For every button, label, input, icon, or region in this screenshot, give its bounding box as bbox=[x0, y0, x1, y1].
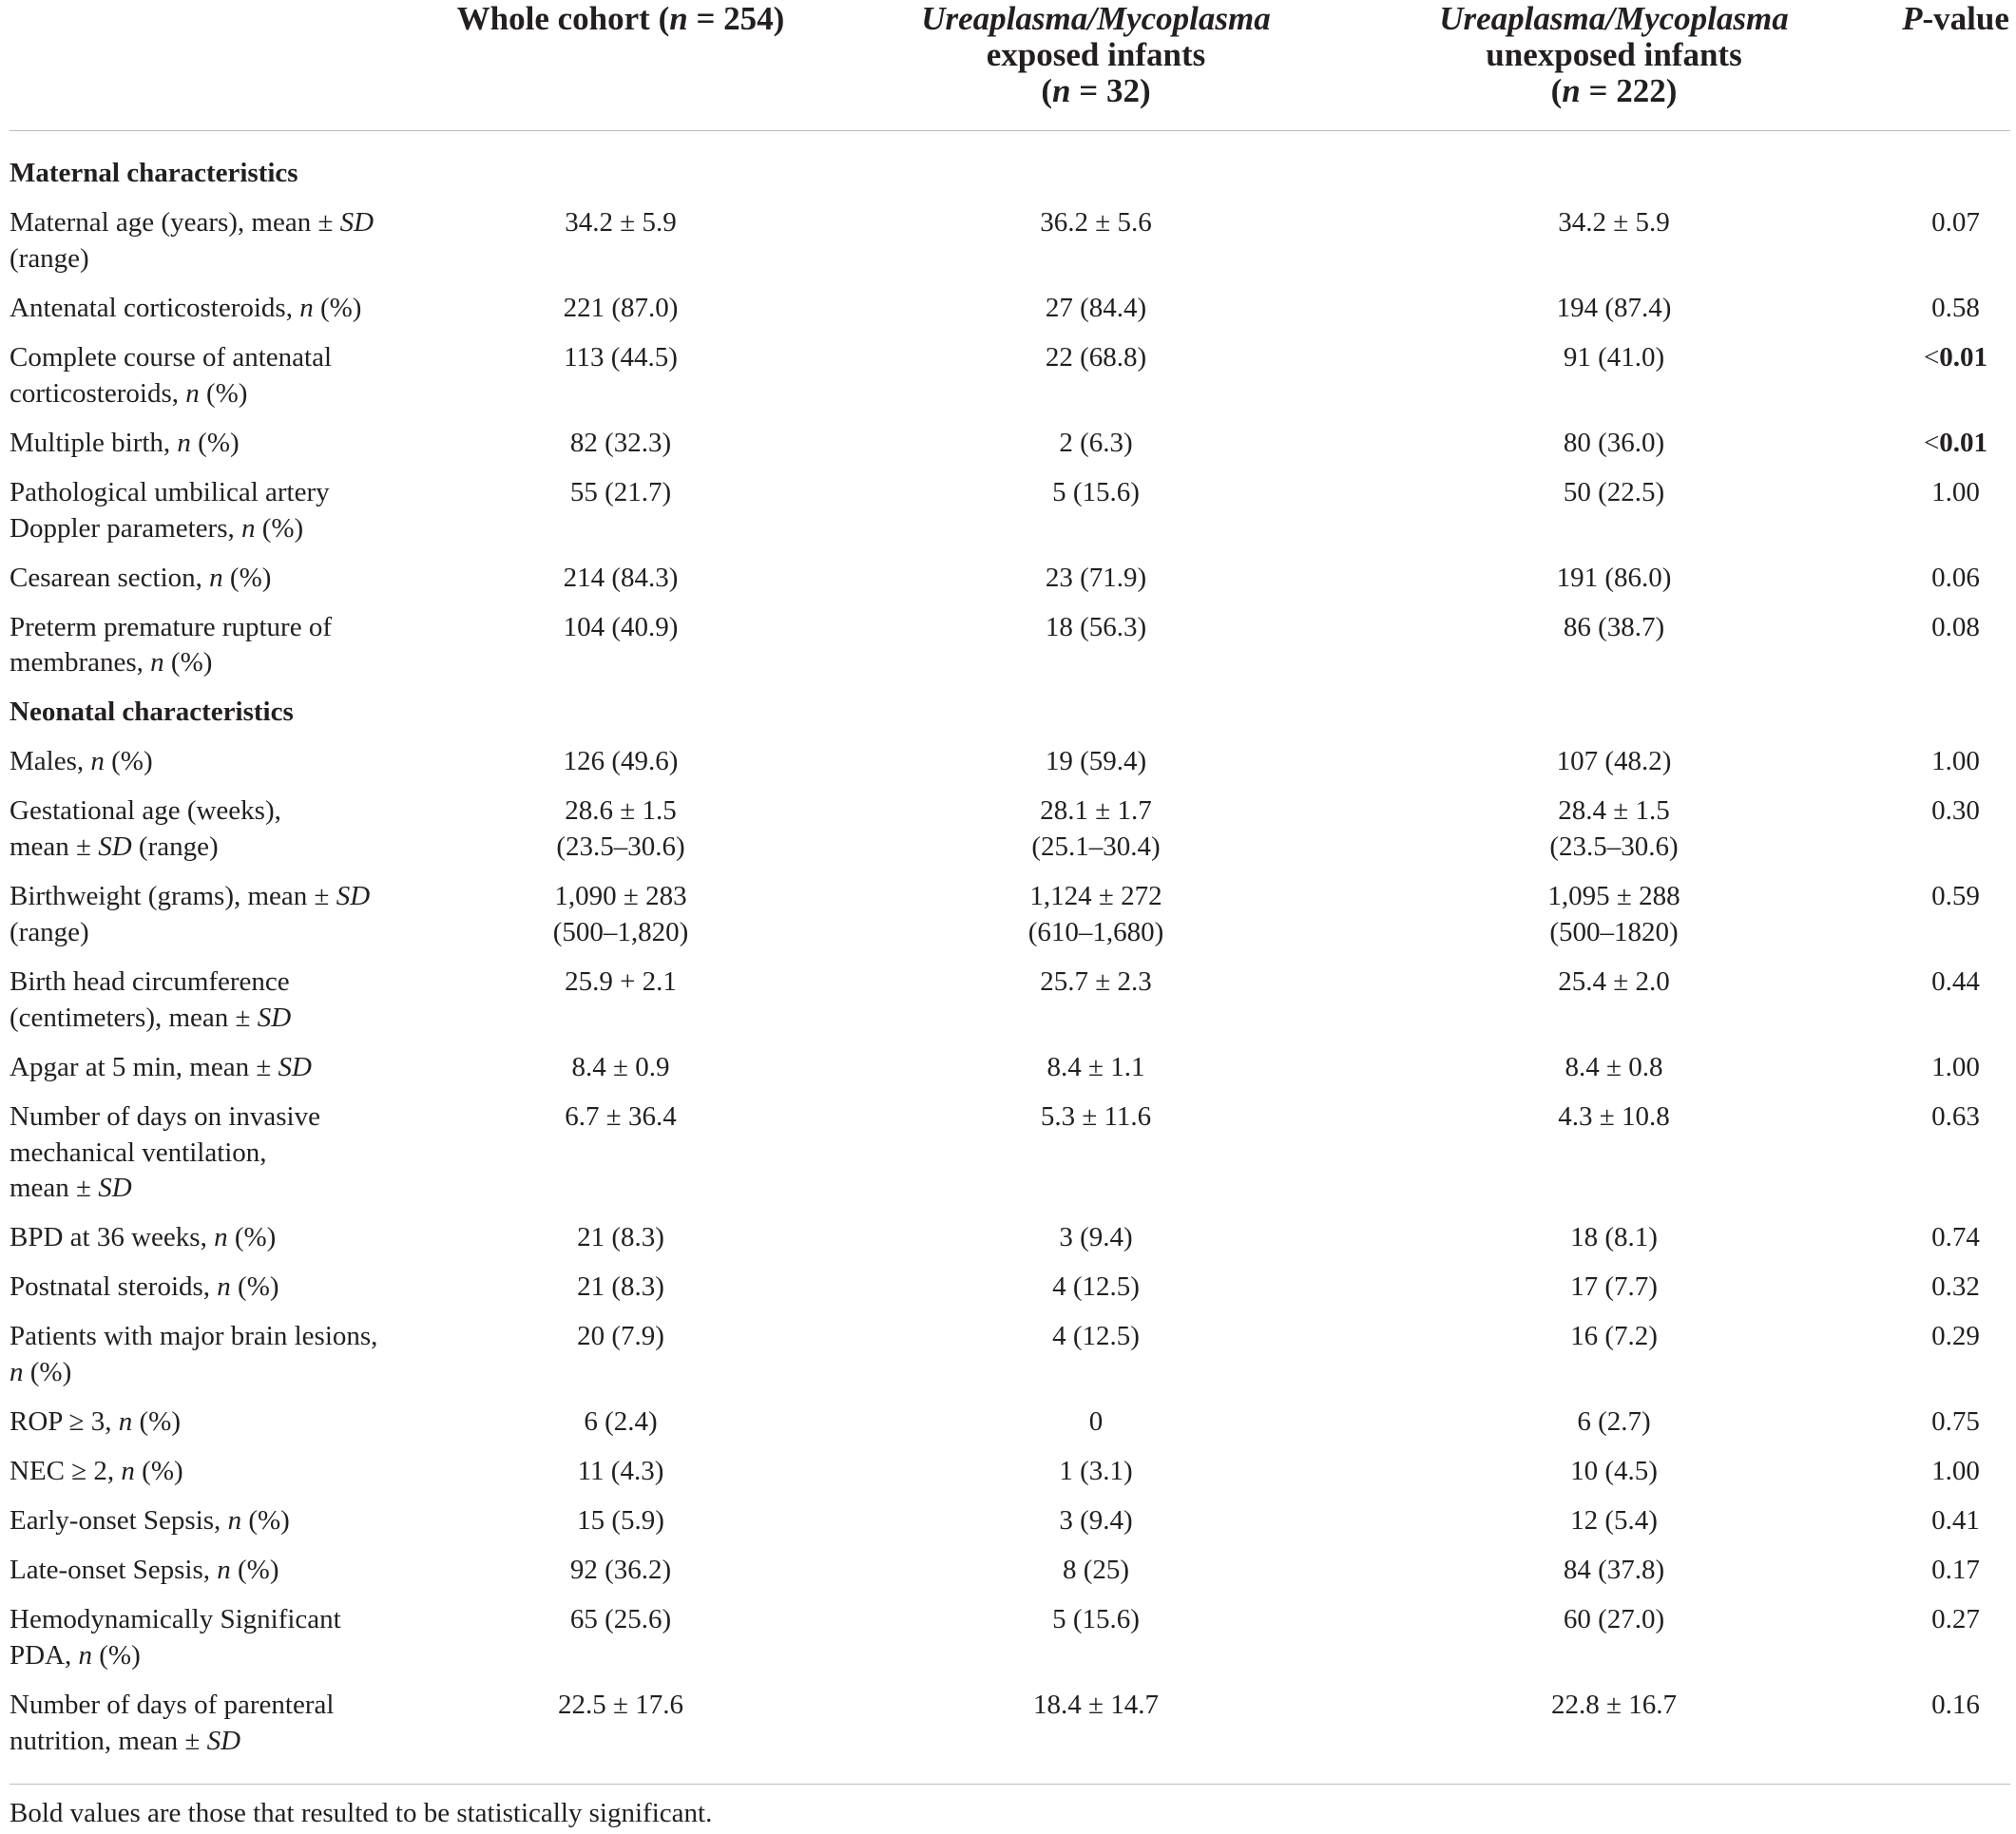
cell-line: 194 (87.4) bbox=[1556, 293, 1672, 324]
p-value: 0.58 bbox=[1931, 293, 1980, 324]
cell-whole-cohort bbox=[399, 872, 842, 958]
section-title: Neonatal characteristics bbox=[10, 697, 294, 728]
cell-unexposed-infants bbox=[1350, 1398, 1878, 1447]
table-row bbox=[10, 1312, 2010, 1398]
table-footnote: Bold values are those that resulted to be statistically significant. bbox=[10, 1798, 713, 1829]
row-label-line: Hemodynamically Significant bbox=[10, 1604, 341, 1635]
p-value: 0.63 bbox=[1931, 1100, 1980, 1132]
row-label bbox=[10, 1398, 399, 1447]
p-value: 0.08 bbox=[1931, 611, 1980, 642]
p-value: 0.75 bbox=[1931, 1406, 1980, 1438]
cell-line: 1 (3.1) bbox=[1059, 1456, 1133, 1487]
table-header bbox=[10, 0, 2010, 131]
row-label bbox=[10, 1681, 399, 1785]
cell-unexposed-infants bbox=[1350, 872, 1878, 958]
cell-line: (25.1–30.4) bbox=[1031, 831, 1161, 863]
p-value: <0.01 bbox=[1923, 427, 1988, 458]
p-value: 0.29 bbox=[1931, 1321, 1980, 1352]
cell-exposed-infants bbox=[842, 603, 1350, 689]
row-label bbox=[10, 199, 399, 284]
cell-line: 21 (8.3) bbox=[577, 1222, 664, 1253]
header-exposed-line: exposed infants bbox=[986, 35, 1206, 73]
cell-p-value bbox=[1878, 1595, 2010, 1681]
cell-whole-cohort bbox=[399, 554, 842, 603]
row-label-line: Birth head circumference bbox=[10, 965, 290, 997]
cell-line: 22 (68.8) bbox=[1045, 342, 1147, 373]
cell-p-value bbox=[1878, 1447, 2010, 1497]
table-row bbox=[10, 1497, 2010, 1546]
cell-line: 6 (2.4) bbox=[584, 1406, 658, 1438]
cell-exposed-infants bbox=[842, 1447, 1350, 1497]
cell-line: 36.2 ± 5.6 bbox=[1040, 207, 1152, 239]
cell-unexposed-infants bbox=[1350, 1681, 1878, 1785]
row-label-line: Postnatal steroids, n (%) bbox=[10, 1271, 279, 1303]
cell-line: 25.9 + 2.1 bbox=[565, 965, 677, 997]
cell-exposed-infants bbox=[842, 334, 1350, 419]
cell-p-value bbox=[1878, 1093, 2010, 1214]
cell-line: 80 (36.0) bbox=[1563, 427, 1665, 458]
cell-whole-cohort bbox=[399, 1263, 842, 1312]
cell-whole-cohort bbox=[399, 419, 842, 468]
cell-line: 16 (7.2) bbox=[1570, 1321, 1658, 1352]
cell-whole-cohort bbox=[399, 1213, 842, 1263]
cell-line: 191 (86.0) bbox=[1556, 562, 1672, 593]
row-label-line: mechanical ventilation, bbox=[10, 1137, 267, 1168]
row-label-line: Males, n (%) bbox=[10, 746, 153, 777]
cell-line: 15 (5.9) bbox=[577, 1505, 664, 1537]
cell-line: 104 (40.9) bbox=[563, 611, 679, 642]
row-label-line: (centimeters), mean ± SD bbox=[10, 1002, 292, 1033]
section-title-row bbox=[10, 131, 2010, 199]
table-row bbox=[10, 787, 2010, 872]
cell-unexposed-infants bbox=[1350, 1312, 1878, 1398]
cell-unexposed-infants bbox=[1350, 1213, 1878, 1263]
p-value: 0.44 bbox=[1931, 965, 1980, 997]
p-value: <0.01 bbox=[1923, 342, 1988, 373]
cell-line: 82 (32.3) bbox=[569, 427, 672, 458]
cell-unexposed-infants bbox=[1350, 737, 1878, 787]
cell-exposed-infants bbox=[842, 199, 1350, 284]
table-row bbox=[10, 554, 2010, 603]
row-label-line: corticosteroids, n (%) bbox=[10, 377, 248, 409]
cell-exposed-infants bbox=[842, 1595, 1350, 1681]
cell-line: 5.3 ± 11.6 bbox=[1040, 1100, 1152, 1132]
row-label-line: Late-onset Sepsis, n (%) bbox=[10, 1555, 279, 1586]
cell-whole-cohort bbox=[399, 603, 842, 689]
table-row bbox=[10, 1447, 2010, 1497]
row-label-line: n (%) bbox=[10, 1357, 72, 1388]
table-row bbox=[10, 1398, 2010, 1447]
cell-unexposed-infants bbox=[1350, 419, 1878, 468]
row-label-line: Early-onset Sepsis, n (%) bbox=[10, 1505, 290, 1537]
p-value: 1.00 bbox=[1931, 1456, 1980, 1487]
cell-exposed-infants bbox=[842, 419, 1350, 468]
section-title-row bbox=[10, 688, 2010, 737]
cell-unexposed-infants bbox=[1350, 1263, 1878, 1312]
cell-line: 0 bbox=[1088, 1406, 1104, 1438]
row-label bbox=[10, 1093, 399, 1214]
row-label-line: nutrition, mean ± SD bbox=[10, 1725, 241, 1756]
cell-line: 18.4 ± 14.7 bbox=[1033, 1689, 1159, 1720]
row-label bbox=[10, 1497, 399, 1546]
cell-line: 4 (12.5) bbox=[1052, 1321, 1140, 1352]
section-title-cell bbox=[10, 131, 2010, 199]
cell-whole-cohort bbox=[399, 1093, 842, 1214]
cell-whole-cohort bbox=[399, 737, 842, 787]
cell-line: 10 (4.5) bbox=[1570, 1456, 1658, 1487]
table-row bbox=[10, 603, 2010, 689]
cell-line: 3 (9.4) bbox=[1059, 1222, 1133, 1253]
header-exposed-line: (n = 32) bbox=[1041, 71, 1151, 109]
p-value: 0.16 bbox=[1931, 1689, 1980, 1720]
row-label bbox=[10, 603, 399, 689]
table-row bbox=[10, 284, 2010, 334]
cell-line: 6 (2.7) bbox=[1577, 1406, 1651, 1438]
section-title: Maternal characteristics bbox=[10, 158, 298, 189]
cell-unexposed-infants bbox=[1350, 554, 1878, 603]
cell-p-value bbox=[1878, 1497, 2010, 1546]
cell-line: 6.7 ± 36.4 bbox=[565, 1100, 677, 1132]
cell-line: 4 (12.5) bbox=[1052, 1271, 1140, 1303]
cell-line: 4.3 ± 10.8 bbox=[1558, 1100, 1670, 1132]
cell-whole-cohort bbox=[399, 787, 842, 872]
p-value: 0.17 bbox=[1931, 1555, 1980, 1586]
row-label bbox=[10, 1043, 399, 1093]
cell-exposed-infants bbox=[842, 1093, 1350, 1214]
cell-unexposed-infants bbox=[1350, 958, 1878, 1043]
cell-p-value bbox=[1878, 958, 2010, 1043]
header-exposed-line: Ureaplasma/Mycoplasma bbox=[921, 0, 1271, 37]
cell-line: 1,124 ± 272 bbox=[1029, 881, 1162, 912]
cell-line: (23.5–30.6) bbox=[1549, 831, 1679, 863]
cell-whole-cohort bbox=[399, 1398, 842, 1447]
table-row bbox=[10, 1681, 2010, 1785]
section-title-cell bbox=[10, 688, 2010, 737]
row-label-line: (range) bbox=[10, 917, 89, 947]
row-label bbox=[10, 554, 399, 603]
cell-line: 8.4 ± 0.8 bbox=[1565, 1051, 1663, 1082]
cell-exposed-infants bbox=[842, 1398, 1350, 1447]
header-p-value bbox=[1878, 0, 2010, 131]
cell-line: 113 (44.5) bbox=[564, 342, 678, 373]
row-label bbox=[10, 419, 399, 468]
cell-whole-cohort bbox=[399, 199, 842, 284]
cell-p-value bbox=[1878, 1263, 2010, 1312]
p-value: 1.00 bbox=[1931, 476, 1980, 507]
cell-line: 22.8 ± 16.7 bbox=[1551, 1689, 1677, 1720]
table-row bbox=[10, 1213, 2010, 1263]
cell-whole-cohort bbox=[399, 1447, 842, 1497]
header-unexposed-line: (n = 222) bbox=[1550, 71, 1678, 109]
row-label bbox=[10, 284, 399, 334]
cell-whole-cohort bbox=[399, 334, 842, 419]
cell-exposed-infants bbox=[842, 1043, 1350, 1093]
cell-exposed-infants bbox=[842, 554, 1350, 603]
table-row bbox=[10, 1595, 2010, 1681]
p-value: 1.00 bbox=[1931, 746, 1980, 777]
row-label bbox=[10, 1447, 399, 1497]
cell-line: 12 (5.4) bbox=[1570, 1505, 1658, 1537]
row-label bbox=[10, 1312, 399, 1398]
cell-line: 22.5 ± 17.6 bbox=[558, 1689, 683, 1720]
cell-line: 20 (7.9) bbox=[577, 1321, 664, 1352]
cell-exposed-infants bbox=[842, 1681, 1350, 1785]
cell-whole-cohort bbox=[399, 1595, 842, 1681]
row-label-line: PDA, n (%) bbox=[10, 1639, 141, 1671]
cell-p-value bbox=[1878, 554, 2010, 603]
cell-line: 23 (71.9) bbox=[1045, 562, 1147, 593]
cell-exposed-infants bbox=[842, 468, 1350, 554]
cell-line: 18 (8.1) bbox=[1570, 1222, 1658, 1253]
cell-line: 28.4 ± 1.5 bbox=[1558, 795, 1670, 827]
p-value: 0.06 bbox=[1931, 562, 1980, 593]
cell-line: (500–1,820) bbox=[552, 917, 689, 947]
cell-line: 28.6 ± 1.5 bbox=[565, 795, 677, 827]
cell-line: 11 (4.3) bbox=[577, 1456, 664, 1487]
header-unexposed-infants bbox=[1350, 0, 1878, 131]
table-body bbox=[10, 131, 2010, 1785]
cell-p-value bbox=[1878, 1546, 2010, 1595]
cell-p-value bbox=[1878, 1213, 2010, 1263]
cell-p-value bbox=[1878, 1681, 2010, 1785]
cell-p-value bbox=[1878, 872, 2010, 958]
table-row bbox=[10, 1546, 2010, 1595]
cell-line: 214 (84.3) bbox=[563, 562, 679, 593]
p-value: 0.32 bbox=[1931, 1271, 1980, 1303]
cell-exposed-infants bbox=[842, 1546, 1350, 1595]
cell-line: 126 (49.6) bbox=[563, 746, 679, 777]
p-value: 0.74 bbox=[1931, 1222, 1980, 1253]
header-p-value-line: P-value bbox=[1902, 0, 2009, 37]
cell-whole-cohort bbox=[399, 1497, 842, 1546]
row-label-line: Number of days of parenteral bbox=[10, 1689, 335, 1720]
cell-unexposed-infants bbox=[1350, 284, 1878, 334]
header-unexposed-line: Ureaplasma/Mycoplasma bbox=[1439, 0, 1789, 37]
cell-line: 1,090 ± 283 bbox=[554, 881, 687, 912]
p-value: 0.27 bbox=[1931, 1604, 1980, 1635]
cell-unexposed-infants bbox=[1350, 199, 1878, 284]
cell-line: 34.2 ± 5.9 bbox=[565, 207, 677, 239]
header-whole-cohort-line: Whole cohort (n = 254) bbox=[456, 0, 785, 37]
cell-line: 92 (36.2) bbox=[569, 1555, 672, 1586]
cell-whole-cohort bbox=[399, 1043, 842, 1093]
p-value: 0.30 bbox=[1931, 795, 1980, 827]
cell-exposed-infants bbox=[842, 1263, 1350, 1312]
header-exposed-infants bbox=[842, 0, 1350, 131]
row-label-line: Antenatal corticosteroids, n (%) bbox=[10, 293, 362, 324]
row-label-line: (range) bbox=[10, 243, 89, 275]
cell-unexposed-infants bbox=[1350, 334, 1878, 419]
cell-p-value bbox=[1878, 737, 2010, 787]
row-label bbox=[10, 1213, 399, 1263]
row-label-line: Gestational age (weeks), bbox=[10, 795, 281, 827]
header-variable-column bbox=[10, 0, 399, 131]
cell-line: 84 (37.8) bbox=[1563, 1555, 1665, 1586]
cell-p-value bbox=[1878, 1398, 2010, 1447]
row-label bbox=[10, 468, 399, 554]
cell-p-value bbox=[1878, 199, 2010, 284]
cell-line: 221 (87.0) bbox=[563, 293, 679, 324]
row-label-line: Doppler parameters, n (%) bbox=[10, 512, 304, 544]
table-row bbox=[10, 199, 2010, 284]
header-row bbox=[10, 0, 2010, 131]
row-label-line: Maternal age (years), mean ± SD bbox=[10, 207, 374, 239]
cell-unexposed-infants bbox=[1350, 1595, 1878, 1681]
cell-exposed-infants bbox=[842, 872, 1350, 958]
cell-line: 3 (9.4) bbox=[1059, 1505, 1133, 1537]
cell-unexposed-infants bbox=[1350, 1043, 1878, 1093]
cell-line: 5 (15.6) bbox=[1052, 476, 1140, 507]
cell-whole-cohort bbox=[399, 1681, 842, 1785]
cell-line: 8.4 ± 0.9 bbox=[571, 1051, 670, 1082]
row-label-line: Cesarean section, n (%) bbox=[10, 562, 272, 593]
cell-line: 17 (7.7) bbox=[1570, 1271, 1658, 1303]
cell-unexposed-infants bbox=[1350, 1093, 1878, 1214]
cell-whole-cohort bbox=[399, 284, 842, 334]
cell-line: 5 (15.6) bbox=[1052, 1604, 1140, 1635]
cell-exposed-infants bbox=[842, 284, 1350, 334]
row-label bbox=[10, 958, 399, 1043]
cell-unexposed-infants bbox=[1350, 1546, 1878, 1595]
row-label bbox=[10, 737, 399, 787]
p-value: 0.07 bbox=[1931, 207, 1980, 239]
row-label-line: Birthweight (grams), mean ± SD bbox=[10, 881, 371, 912]
cell-line: 91 (41.0) bbox=[1563, 342, 1665, 373]
row-label-line: Apgar at 5 min, mean ± SD bbox=[10, 1051, 312, 1082]
cell-line: 18 (56.3) bbox=[1045, 611, 1147, 642]
cell-line: 60 (27.0) bbox=[1563, 1604, 1665, 1635]
cell-unexposed-infants bbox=[1350, 468, 1878, 554]
cell-line: 8 (25) bbox=[1062, 1555, 1130, 1586]
cell-line: 86 (38.7) bbox=[1563, 611, 1665, 642]
cell-unexposed-infants bbox=[1350, 1497, 1878, 1546]
table-row bbox=[10, 872, 2010, 958]
cell-p-value bbox=[1878, 787, 2010, 872]
cell-line: 34.2 ± 5.9 bbox=[1558, 207, 1670, 239]
table-row bbox=[10, 958, 2010, 1043]
cell-line: 25.7 ± 2.3 bbox=[1040, 965, 1152, 997]
table-row bbox=[10, 1263, 2010, 1312]
cell-whole-cohort bbox=[399, 468, 842, 554]
cell-p-value bbox=[1878, 468, 2010, 554]
cell-line: 107 (48.2) bbox=[1556, 746, 1672, 777]
cell-p-value bbox=[1878, 1312, 2010, 1398]
row-label-line: membranes, n (%) bbox=[10, 647, 213, 678]
header-unexposed-line: unexposed infants bbox=[1486, 35, 1742, 73]
cell-p-value bbox=[1878, 1043, 2010, 1093]
cell-exposed-infants bbox=[842, 1213, 1350, 1263]
row-label-line: mean ± SD bbox=[10, 1173, 132, 1204]
characteristics-table bbox=[10, 0, 2010, 1785]
cell-line: 65 (25.6) bbox=[569, 1604, 672, 1635]
row-label-line: Preterm premature rupture of bbox=[10, 611, 332, 642]
row-label-line: mean ± SD (range) bbox=[10, 831, 219, 863]
row-label bbox=[10, 1546, 399, 1595]
cell-p-value bbox=[1878, 284, 2010, 334]
p-value: 0.59 bbox=[1931, 881, 1980, 912]
row-label bbox=[10, 334, 399, 419]
row-label-line: NEC ≥ 2, n (%) bbox=[10, 1456, 183, 1487]
cell-exposed-infants bbox=[842, 1312, 1350, 1398]
p-value: 0.41 bbox=[1931, 1505, 1980, 1537]
cell-exposed-infants bbox=[842, 787, 1350, 872]
row-label bbox=[10, 1263, 399, 1312]
row-label bbox=[10, 1595, 399, 1681]
cell-p-value bbox=[1878, 334, 2010, 419]
cell-unexposed-infants bbox=[1350, 603, 1878, 689]
cell-p-value bbox=[1878, 419, 2010, 468]
cell-line: 25.4 ± 2.0 bbox=[1558, 965, 1670, 997]
table-row bbox=[10, 419, 2010, 468]
cell-line: 50 (22.5) bbox=[1563, 476, 1665, 507]
cell-line: 21 (8.3) bbox=[577, 1271, 664, 1303]
row-label-line: Complete course of antenatal bbox=[10, 342, 333, 373]
cell-line: 19 (59.4) bbox=[1045, 746, 1147, 777]
table-row bbox=[10, 1093, 2010, 1214]
cell-line: 2 (6.3) bbox=[1059, 427, 1133, 458]
table-row bbox=[10, 1043, 2010, 1093]
cell-p-value bbox=[1878, 603, 2010, 689]
p-value: 1.00 bbox=[1931, 1051, 1980, 1082]
cell-whole-cohort bbox=[399, 958, 842, 1043]
cell-line: (500–1820) bbox=[1549, 917, 1679, 947]
cell-line: 28.1 ± 1.7 bbox=[1040, 795, 1152, 827]
row-label bbox=[10, 787, 399, 872]
header-whole-cohort bbox=[399, 0, 842, 131]
row-label bbox=[10, 872, 399, 958]
table-row bbox=[10, 334, 2010, 419]
cell-unexposed-infants bbox=[1350, 787, 1878, 872]
cell-whole-cohort bbox=[399, 1546, 842, 1595]
table-row bbox=[10, 468, 2010, 554]
row-label-line: ROP ≥ 3, n (%) bbox=[10, 1406, 181, 1438]
cell-whole-cohort bbox=[399, 1312, 842, 1398]
cell-line: (610–1,680) bbox=[1027, 917, 1164, 947]
row-label-line: BPD at 36 weeks, n (%) bbox=[10, 1222, 277, 1253]
row-label-line: Patients with major brain lesions, bbox=[10, 1321, 378, 1352]
cell-exposed-infants bbox=[842, 737, 1350, 787]
row-label-line: Pathological umbilical artery bbox=[10, 476, 330, 507]
cell-exposed-infants bbox=[842, 1497, 1350, 1546]
cell-line: 8.4 ± 1.1 bbox=[1046, 1051, 1145, 1082]
cell-unexposed-infants bbox=[1350, 1447, 1878, 1497]
cell-line: (23.5–30.6) bbox=[556, 831, 685, 863]
cell-line: 1,095 ± 288 bbox=[1547, 881, 1680, 912]
cell-line: 55 (21.7) bbox=[569, 476, 672, 507]
cell-exposed-infants bbox=[842, 958, 1350, 1043]
row-label-line: Multiple birth, n (%) bbox=[10, 427, 240, 458]
row-label-line: Number of days on invasive bbox=[10, 1100, 320, 1132]
table-row bbox=[10, 737, 2010, 787]
cell-line: 27 (84.4) bbox=[1045, 293, 1147, 324]
